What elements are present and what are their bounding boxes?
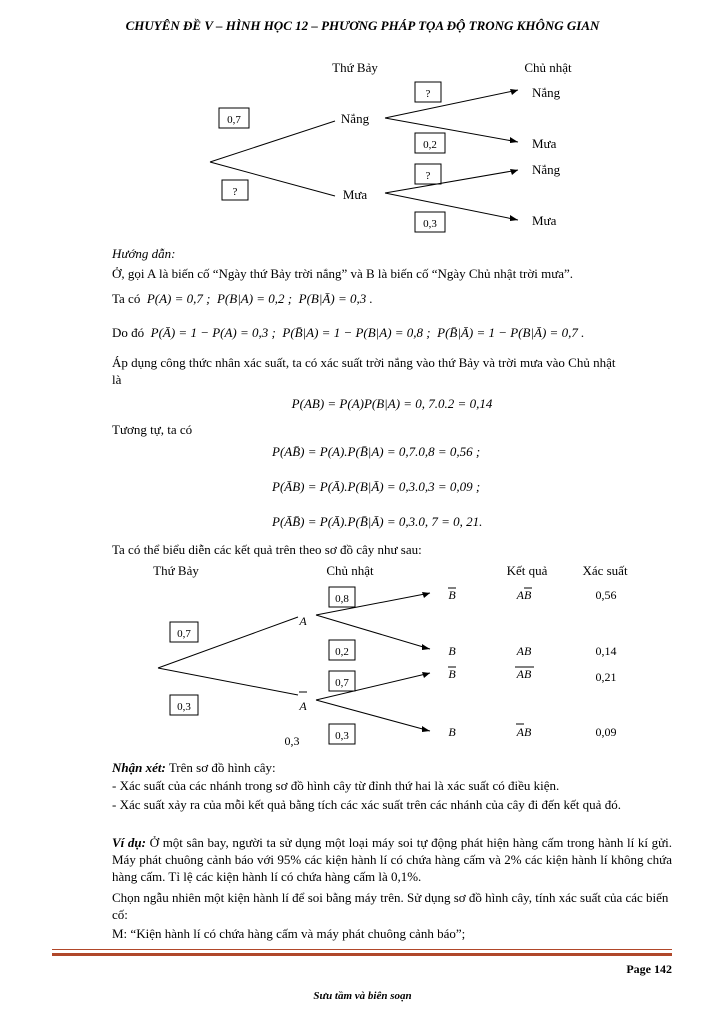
tree2-result: AB	[516, 725, 532, 739]
dodo-eq2: P(B̄|A) = 1 − P(B|A) = 0,8 ;	[282, 325, 431, 340]
tree2-branch-box: 0,8	[335, 593, 349, 605]
footer-rule	[52, 949, 672, 950]
tree1-col-saturday: Thứ Bảy	[332, 60, 378, 75]
probability-tree-2	[0, 555, 725, 755]
tree2-event: B	[448, 667, 456, 681]
dodo-prefix: Do đó	[112, 325, 145, 340]
tree2-node-a: A	[299, 614, 307, 628]
remark-bullet1: - Xác suất của các nhánh trong sơ đồ hình cây từ đỉnh thứ hai là xác suất có điều kiện.	[112, 778, 560, 793]
tree1-node-rain: Mưa	[342, 187, 368, 202]
probability-tree-1	[0, 0, 725, 250]
example-paragraph	[112, 834, 672, 885]
given-prefix: Ta có	[112, 291, 141, 306]
tree2-col-saturday: Thứ Bảy	[153, 563, 199, 578]
tree1-node-sunny: Nắng	[340, 111, 370, 126]
tree-intro: Ta có thể biểu diễn các kết quả trên theo sơ đồ cây như sau:	[112, 542, 422, 557]
footer-collected: Sưu tầm và biên soạn	[313, 990, 412, 1002]
example-title: Ví dụ:	[112, 835, 146, 850]
tree2-event: B	[448, 725, 456, 739]
apply-line2: là	[112, 372, 122, 387]
tree2-stray-label: 0,3	[284, 734, 300, 748]
tree2-col-prob: Xác suất	[582, 563, 628, 578]
tree2-col-sunday: Chủ nhật	[326, 563, 374, 578]
remark-bullet2: - Xác suất xảy ra của mỗi kết quả bằng tích các xác suất trên các nhánh của cây đi đến kết quả đó.	[112, 797, 621, 812]
dodo-eq1: P(Ā) = 1 − P(A) = 0,3 ;	[150, 325, 276, 340]
tree1-box-bottom: ?	[232, 186, 238, 198]
solution-line1: Ở, gọi A là biến cố “Ngày thứ Bảy trời nắng” và B là biến cố “Ngày Chủ nhật trời mưa”.	[112, 266, 574, 281]
tree1-sub-box: 0,3	[423, 218, 437, 230]
tree2-event: B	[448, 588, 456, 602]
tree1-sub-label: Nắng	[532, 162, 561, 177]
given-line	[112, 290, 672, 307]
apply-line1: Áp dụng công thức nhân xác suất, ta có xác suất trời nắng vào thứ Bảy và trời mưa vào Chủ nhật	[112, 355, 616, 370]
dodo-eq3: P(B̄|Ā) = 1 − P(B|Ā) = 0,7 .	[437, 325, 585, 340]
tree1-sub-box: 0,2	[423, 139, 437, 151]
given-eq3: P(B|Ā) = 0,3 .	[298, 291, 373, 306]
example-text2: Chọn ngẫu nhiên một kiện hành lí để soi bằng máy trên. Sử dụng sơ đồ hình cây, tính xác suất của các biến cố:	[112, 890, 669, 922]
page-header: CHUYÊN ĐỀ V – HÌNH HỌC 12 – PHƯƠNG PHÁP TỌA ĐỘ TRONG KHÔNG GIAN	[125, 18, 600, 33]
page-number: Page 142	[626, 962, 672, 976]
tree1-sub-label: Mưa	[532, 136, 557, 151]
example-text3: M: “Kiện hành lí có chứa hàng cấm và máy phát chuông cảnh báo”;	[112, 926, 466, 941]
solution-title: Hướng dẫn:	[112, 246, 176, 261]
dodo-line	[112, 324, 672, 341]
eq-abar-b: P(ĀB) = P(Ā).P(B|Ā) = 0,3.0,3 = 0,09 ;	[272, 479, 481, 494]
tree1-sub-box: ?	[425, 88, 431, 100]
tree2-prob: 0,21	[595, 670, 617, 684]
tree2-branch-box: 0,2	[335, 646, 349, 658]
tree2-box-top: 0,7	[177, 628, 191, 640]
tree2-prob: 0,09	[595, 725, 617, 739]
tree1-sub-label: Nắng	[532, 85, 561, 100]
tree2-result: AB	[516, 667, 532, 681]
footer-rule-thick	[52, 953, 672, 956]
tree2-branch-box: 0,3	[335, 730, 349, 742]
tree2-result: AB	[516, 644, 532, 658]
given-eq1: P(A) = 0,7 ;	[146, 291, 211, 306]
similar-line: Tương tự, ta có	[112, 422, 193, 437]
example-text: Ở một sân bay, người ta sử dụng một loại máy soi tự động phát hiện hàng cấm trong hành lí kí gửi. Máy phát chuông cảnh báo với 95% các kiện hành lí có chứa hàng cấm và 2% các kiện hành lí không chứa hàng cấm. Tỉ lệ các kiện hành lí có chứa hàng cấm là 0,1%.	[112, 835, 673, 884]
remark-title: Nhận xét:	[112, 760, 166, 775]
tree2-result: AB	[516, 588, 532, 602]
tree2-node-abar: A	[299, 699, 307, 713]
tree1-box-top: 0,7	[227, 114, 241, 126]
remark-title-line	[112, 759, 672, 776]
tree2-branch-box: 0,7	[335, 677, 349, 689]
eq-ab-bbar: P(AB̄) = P(A).P(B̄|A) = 0,7.0,8 = 0,56 ;	[272, 444, 481, 459]
tree2-event: B	[448, 644, 456, 658]
tree1-sub-label: Mưa	[532, 213, 557, 228]
remark-title-rest: Trên sơ đồ hình cây:	[168, 760, 276, 775]
eq-ab: P(AB) = P(A)P(B|A) = 0, 7.0.2 = 0,14	[291, 396, 493, 411]
tree2-prob: 0,14	[595, 644, 617, 658]
eq-abar-bbar: P(ĀB̄) = P(Ā).P(B̄|Ā) = 0,3.0, 7 = 0, 21.	[272, 514, 483, 529]
tree2-col-result: Kết quả	[506, 563, 548, 578]
tree1-col-sunday: Chủ nhật	[524, 60, 572, 75]
tree1-sub-box: ?	[425, 170, 431, 182]
tree2-prob: 0,56	[595, 588, 617, 602]
tree2-box-bottom: 0,3	[177, 701, 191, 713]
given-eq2: P(B|A) = 0,2 ;	[216, 291, 293, 306]
